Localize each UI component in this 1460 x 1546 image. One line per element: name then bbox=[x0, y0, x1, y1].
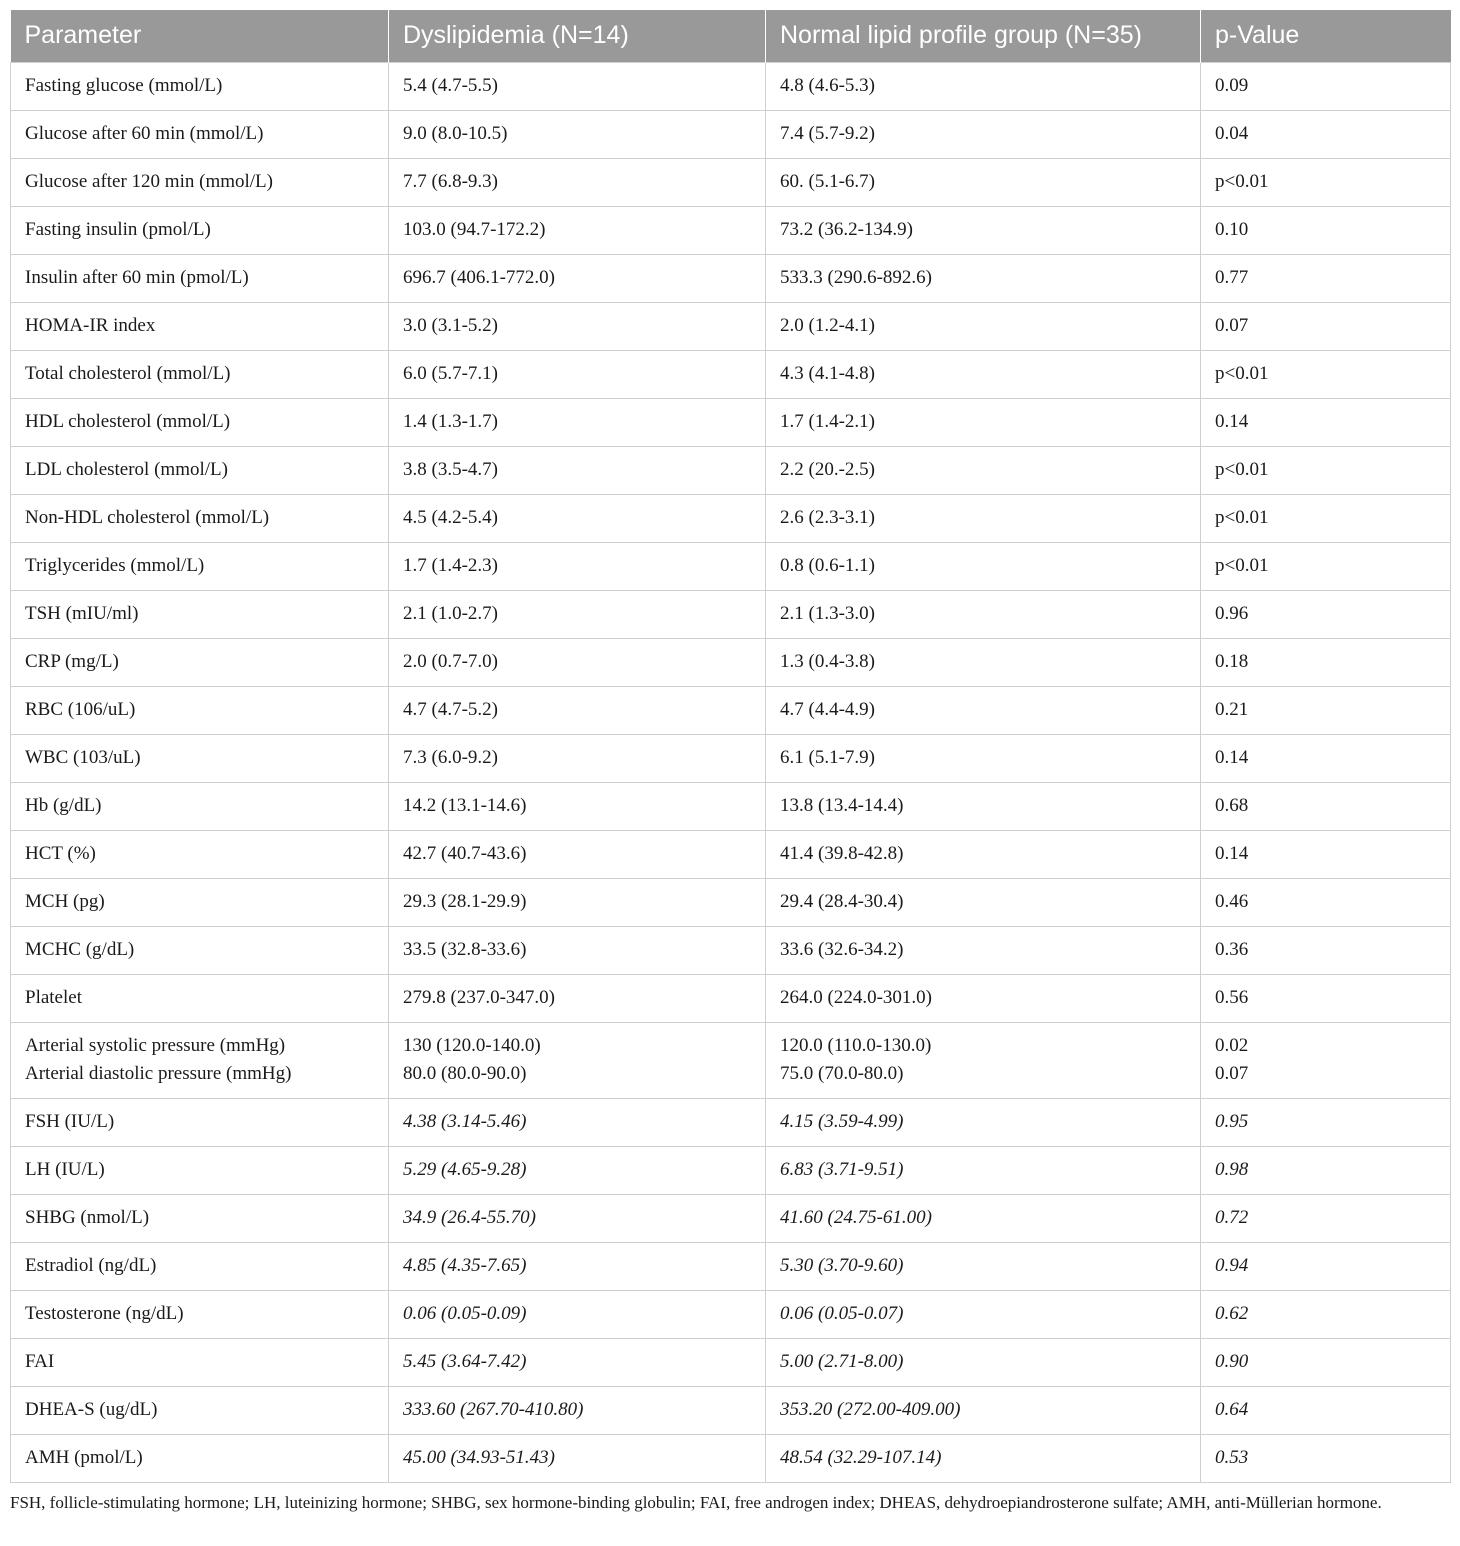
cell-p-value-text: p<0.01 bbox=[1215, 507, 1269, 528]
cell-dyslipidemia bbox=[389, 1338, 766, 1386]
cell-parameter-text-secondary: Arterial diastolic pressure (mmHg) bbox=[25, 1063, 292, 1084]
table-row bbox=[11, 1434, 1451, 1482]
cell-normal-lipid-text: 33.6 (32.6-34.2) bbox=[780, 939, 904, 960]
cell-parameter-text: MCHC (g/dL) bbox=[25, 939, 135, 960]
cell-normal-lipid-text: 533.3 (290.6-892.6) bbox=[780, 267, 932, 288]
cell-dyslipidemia-text: 696.7 (406.1-772.0) bbox=[403, 267, 555, 288]
cell-p-value bbox=[1201, 830, 1451, 878]
cell-normal-lipid-text: 2.0 (1.2-4.1) bbox=[780, 315, 875, 336]
table-row bbox=[11, 1386, 1451, 1434]
cell-normal-lipid-text: 6.1 (5.1-7.9) bbox=[780, 747, 875, 768]
cell-p-value bbox=[1201, 62, 1451, 110]
cell-normal-lipid-text: 4.8 (4.6-5.3) bbox=[780, 75, 875, 96]
cell-parameter bbox=[11, 974, 389, 1022]
cell-dyslipidemia-text: 29.3 (28.1-29.9) bbox=[403, 891, 527, 912]
cell-parameter-text: Testosterone (ng/dL) bbox=[25, 1303, 184, 1324]
cell-p-value bbox=[1201, 302, 1451, 350]
cell-dyslipidemia bbox=[389, 878, 766, 926]
cell-dyslipidemia-text: 33.5 (32.8-33.6) bbox=[403, 939, 527, 960]
cell-parameter-text: WBC (103/uL) bbox=[25, 747, 141, 768]
cell-parameter bbox=[11, 1242, 389, 1290]
table-row bbox=[11, 446, 1451, 494]
table-row bbox=[11, 1242, 1451, 1290]
cell-normal-lipid-text: 73.2 (36.2-134.9) bbox=[780, 219, 913, 240]
cell-p-value-text: 0.21 bbox=[1215, 699, 1249, 720]
cell-p-value bbox=[1201, 398, 1451, 446]
cell-p-value-text: p<0.01 bbox=[1215, 171, 1269, 192]
cell-dyslipidemia-text: 6.0 (5.7-7.1) bbox=[403, 363, 498, 384]
cell-parameter-text: Total cholesterol (mmol/L) bbox=[25, 363, 231, 384]
cell-parameter bbox=[11, 686, 389, 734]
table-row bbox=[11, 1194, 1451, 1242]
table-row bbox=[11, 926, 1451, 974]
cell-parameter-text: CRP (mg/L) bbox=[25, 651, 119, 672]
cell-parameter-text: SHBG (nmol/L) bbox=[25, 1207, 150, 1228]
cell-parameter bbox=[11, 1290, 389, 1338]
cell-dyslipidemia-text: 2.1 (1.0-2.7) bbox=[403, 603, 498, 624]
header-row bbox=[11, 10, 1451, 62]
cell-dyslipidemia-text: 2.0 (0.7-7.0) bbox=[403, 651, 498, 672]
cell-dyslipidemia-text: 14.2 (13.1-14.6) bbox=[403, 795, 527, 816]
cell-dyslipidemia bbox=[389, 1290, 766, 1338]
cell-p-value-text: 0.36 bbox=[1215, 939, 1249, 960]
cell-parameter-text: Estradiol (ng/dL) bbox=[25, 1255, 157, 1276]
cell-normal-lipid bbox=[766, 638, 1201, 686]
cell-dyslipidemia-text: 5.4 (4.7-5.5) bbox=[403, 75, 498, 96]
cell-normal-lipid-text: 4.7 (4.4-4.9) bbox=[780, 699, 875, 720]
cell-dyslipidemia bbox=[389, 302, 766, 350]
cell-parameter-text: LDL cholesterol (mmol/L) bbox=[25, 459, 228, 480]
cell-p-value bbox=[1201, 1434, 1451, 1482]
table-row bbox=[11, 110, 1451, 158]
cell-p-value-text: 0.95 bbox=[1215, 1111, 1249, 1132]
cell-normal-lipid-text: 0.8 (0.6-1.1) bbox=[780, 555, 875, 576]
cell-normal-lipid-text: 353.20 (272.00-409.00) bbox=[780, 1399, 961, 1420]
cell-p-value-text: 0.46 bbox=[1215, 891, 1249, 912]
cell-parameter-text: Fasting insulin (pmol/L) bbox=[25, 219, 211, 240]
cell-dyslipidemia-text: 42.7 (40.7-43.6) bbox=[403, 843, 527, 864]
cell-normal-lipid bbox=[766, 350, 1201, 398]
cell-normal-lipid bbox=[766, 1290, 1201, 1338]
cell-dyslipidemia-text: 4.85 (4.35-7.65) bbox=[403, 1255, 527, 1276]
cell-p-value-text: p<0.01 bbox=[1215, 459, 1269, 480]
cell-dyslipidemia-text: 333.60 (267.70-410.80) bbox=[403, 1399, 584, 1420]
cell-p-value bbox=[1201, 254, 1451, 302]
cell-parameter-text: TSH (mIU/ml) bbox=[25, 603, 139, 624]
cell-parameter bbox=[11, 734, 389, 782]
cell-parameter bbox=[11, 302, 389, 350]
cell-p-value-text: 0.14 bbox=[1215, 843, 1249, 864]
cell-normal-lipid bbox=[766, 878, 1201, 926]
cell-p-value bbox=[1201, 1146, 1451, 1194]
cell-dyslipidemia bbox=[389, 1194, 766, 1242]
cell-parameter bbox=[11, 1386, 389, 1434]
cell-p-value bbox=[1201, 1194, 1451, 1242]
cell-dyslipidemia-text: 130 (120.0-140.0) bbox=[403, 1035, 541, 1056]
cell-parameter-text: Platelet bbox=[25, 987, 82, 1008]
cell-normal-lipid-text: 48.54 (32.29-107.14) bbox=[780, 1447, 942, 1468]
table-row bbox=[11, 254, 1451, 302]
cell-parameter bbox=[11, 878, 389, 926]
lab-parameters-table bbox=[10, 10, 1451, 1483]
cell-parameter-text: Insulin after 60 min (pmol/L) bbox=[25, 267, 249, 288]
table-row bbox=[11, 1022, 1451, 1098]
cell-normal-lipid bbox=[766, 494, 1201, 542]
cell-normal-lipid-text: 41.4 (39.8-42.8) bbox=[780, 843, 904, 864]
cell-p-value-text: 0.72 bbox=[1215, 1207, 1249, 1228]
header-p-value: p-Value bbox=[1201, 10, 1451, 62]
cell-normal-lipid-text: 1.3 (0.4-3.8) bbox=[780, 651, 875, 672]
cell-parameter bbox=[11, 1434, 389, 1482]
cell-normal-lipid-text: 41.60 (24.75-61.00) bbox=[780, 1207, 932, 1228]
cell-parameter-text: HCT (%) bbox=[25, 843, 96, 864]
cell-dyslipidemia bbox=[389, 206, 766, 254]
cell-parameter-text: FAI bbox=[25, 1351, 55, 1372]
table-body bbox=[11, 62, 1451, 1482]
cell-normal-lipid-text: 29.4 (28.4-30.4) bbox=[780, 891, 904, 912]
table-row bbox=[11, 830, 1451, 878]
cell-p-value bbox=[1201, 158, 1451, 206]
table-row bbox=[11, 734, 1451, 782]
cell-p-value-text: 0.14 bbox=[1215, 747, 1249, 768]
table-row bbox=[11, 590, 1451, 638]
cell-dyslipidemia-text: 3.0 (3.1-5.2) bbox=[403, 315, 498, 336]
cell-normal-lipid bbox=[766, 1022, 1201, 1098]
cell-dyslipidemia bbox=[389, 1146, 766, 1194]
table-row bbox=[11, 206, 1451, 254]
cell-parameter bbox=[11, 1338, 389, 1386]
cell-parameter bbox=[11, 398, 389, 446]
cell-p-value bbox=[1201, 350, 1451, 398]
table-row bbox=[11, 158, 1451, 206]
cell-dyslipidemia bbox=[389, 1242, 766, 1290]
cell-parameter bbox=[11, 350, 389, 398]
header-normal-lipid: Normal lipid profile group (N=35) bbox=[766, 10, 1201, 62]
cell-p-value bbox=[1201, 878, 1451, 926]
cell-p-value-text-secondary: 0.07 bbox=[1215, 1063, 1249, 1084]
cell-p-value-text: 0.02 bbox=[1215, 1035, 1249, 1056]
cell-parameter-text: Glucose after 120 min (mmol/L) bbox=[25, 171, 273, 192]
cell-normal-lipid bbox=[766, 206, 1201, 254]
cell-parameter-text: Triglycerides (mmol/L) bbox=[25, 555, 205, 576]
cell-p-value bbox=[1201, 494, 1451, 542]
cell-p-value bbox=[1201, 638, 1451, 686]
cell-normal-lipid bbox=[766, 158, 1201, 206]
cell-normal-lipid-text: 264.0 (224.0-301.0) bbox=[780, 987, 932, 1008]
table-row bbox=[11, 638, 1451, 686]
cell-dyslipidemia-text: 5.45 (3.64-7.42) bbox=[403, 1351, 527, 1372]
cell-p-value bbox=[1201, 1290, 1451, 1338]
cell-dyslipidemia bbox=[389, 62, 766, 110]
cell-normal-lipid bbox=[766, 1098, 1201, 1146]
cell-p-value-text: 0.07 bbox=[1215, 315, 1249, 336]
cell-dyslipidemia bbox=[389, 110, 766, 158]
cell-dyslipidemia-text: 7.3 (6.0-9.2) bbox=[403, 747, 498, 768]
cell-normal-lipid-text-secondary: 75.0 (70.0-80.0) bbox=[780, 1063, 904, 1084]
cell-dyslipidemia bbox=[389, 1022, 766, 1098]
header-dyslipidemia: Dyslipidemia (N=14) bbox=[389, 10, 766, 62]
cell-normal-lipid-text: 2.6 (2.3-3.1) bbox=[780, 507, 875, 528]
table-row bbox=[11, 878, 1451, 926]
cell-p-value-text: 0.62 bbox=[1215, 1303, 1249, 1324]
cell-parameter bbox=[11, 638, 389, 686]
cell-normal-lipid-text: 7.4 (5.7-9.2) bbox=[780, 123, 875, 144]
cell-parameter bbox=[11, 590, 389, 638]
cell-p-value-text: 0.10 bbox=[1215, 219, 1249, 240]
cell-normal-lipid-text: 1.7 (1.4-2.1) bbox=[780, 411, 875, 432]
cell-p-value-text: 0.90 bbox=[1215, 1351, 1249, 1372]
table-row bbox=[11, 974, 1451, 1022]
cell-dyslipidemia-text: 0.06 (0.05-0.09) bbox=[403, 1303, 527, 1324]
cell-dyslipidemia-text: 1.7 (1.4-2.3) bbox=[403, 555, 498, 576]
cell-dyslipidemia-text: 5.29 (4.65-9.28) bbox=[403, 1159, 527, 1180]
cell-normal-lipid bbox=[766, 398, 1201, 446]
cell-normal-lipid bbox=[766, 590, 1201, 638]
cell-dyslipidemia-text: 4.5 (4.2-5.4) bbox=[403, 507, 498, 528]
cell-normal-lipid bbox=[766, 782, 1201, 830]
cell-p-value-text: 0.64 bbox=[1215, 1399, 1249, 1420]
cell-normal-lipid bbox=[766, 974, 1201, 1022]
cell-p-value bbox=[1201, 110, 1451, 158]
cell-p-value bbox=[1201, 542, 1451, 590]
cell-p-value bbox=[1201, 1022, 1451, 1098]
cell-dyslipidemia bbox=[389, 734, 766, 782]
cell-parameter bbox=[11, 782, 389, 830]
cell-p-value-text: 0.68 bbox=[1215, 795, 1249, 816]
cell-normal-lipid bbox=[766, 446, 1201, 494]
cell-dyslipidemia bbox=[389, 254, 766, 302]
table-row bbox=[11, 398, 1451, 446]
cell-parameter-text: Hb (g/dL) bbox=[25, 795, 102, 816]
cell-parameter bbox=[11, 254, 389, 302]
cell-dyslipidemia bbox=[389, 494, 766, 542]
cell-p-value-text: 0.56 bbox=[1215, 987, 1249, 1008]
cell-p-value bbox=[1201, 782, 1451, 830]
cell-dyslipidemia bbox=[389, 1434, 766, 1482]
cell-dyslipidemia bbox=[389, 158, 766, 206]
cell-p-value bbox=[1201, 686, 1451, 734]
cell-p-value-text: 0.94 bbox=[1215, 1255, 1249, 1276]
cell-p-value-text: 0.96 bbox=[1215, 603, 1249, 624]
cell-normal-lipid-text: 120.0 (110.0-130.0) bbox=[780, 1035, 932, 1056]
cell-normal-lipid-text: 4.3 (4.1-4.8) bbox=[780, 363, 875, 384]
table-row bbox=[11, 494, 1451, 542]
cell-parameter-text: Fasting glucose (mmol/L) bbox=[25, 75, 223, 96]
cell-parameter bbox=[11, 830, 389, 878]
cell-parameter bbox=[11, 446, 389, 494]
cell-dyslipidemia bbox=[389, 1098, 766, 1146]
cell-normal-lipid-text: 5.00 (2.71-8.00) bbox=[780, 1351, 904, 1372]
cell-p-value-text: p<0.01 bbox=[1215, 555, 1269, 576]
cell-parameter bbox=[11, 62, 389, 110]
cell-p-value-text: 0.04 bbox=[1215, 123, 1249, 144]
cell-parameter-text: HDL cholesterol (mmol/L) bbox=[25, 411, 231, 432]
cell-dyslipidemia bbox=[389, 686, 766, 734]
cell-normal-lipid-text: 4.15 (3.59-4.99) bbox=[780, 1111, 904, 1132]
cell-normal-lipid-text: 0.06 (0.05-0.07) bbox=[780, 1303, 904, 1324]
cell-p-value-text: 0.77 bbox=[1215, 267, 1249, 288]
cell-p-value-text: p<0.01 bbox=[1215, 363, 1269, 384]
cell-dyslipidemia bbox=[389, 446, 766, 494]
cell-p-value-text: 0.14 bbox=[1215, 411, 1249, 432]
cell-normal-lipid-text: 6.83 (3.71-9.51) bbox=[780, 1159, 904, 1180]
cell-p-value bbox=[1201, 590, 1451, 638]
cell-dyslipidemia bbox=[389, 638, 766, 686]
cell-normal-lipid-text: 5.30 (3.70-9.60) bbox=[780, 1255, 904, 1276]
cell-dyslipidemia bbox=[389, 974, 766, 1022]
cell-parameter-text: Non-HDL cholesterol (mmol/L) bbox=[25, 507, 270, 528]
cell-parameter-text: FSH (IU/L) bbox=[25, 1111, 115, 1132]
cell-dyslipidemia-text: 34.9 (26.4-55.70) bbox=[403, 1207, 536, 1228]
cell-p-value bbox=[1201, 1242, 1451, 1290]
cell-normal-lipid bbox=[766, 302, 1201, 350]
cell-parameter bbox=[11, 1194, 389, 1242]
cell-normal-lipid bbox=[766, 734, 1201, 782]
cell-p-value-text: 0.18 bbox=[1215, 651, 1249, 672]
cell-dyslipidemia bbox=[389, 782, 766, 830]
cell-dyslipidemia bbox=[389, 542, 766, 590]
cell-dyslipidemia-text: 4.7 (4.7-5.2) bbox=[403, 699, 498, 720]
cell-normal-lipid bbox=[766, 1146, 1201, 1194]
table-row bbox=[11, 782, 1451, 830]
cell-parameter bbox=[11, 206, 389, 254]
cell-parameter-text: DHEA-S (ug/dL) bbox=[25, 1399, 158, 1420]
cell-dyslipidemia-text: 3.8 (3.5-4.7) bbox=[403, 459, 498, 480]
cell-normal-lipid bbox=[766, 254, 1201, 302]
table-row bbox=[11, 1338, 1451, 1386]
cell-parameter-text: MCH (pg) bbox=[25, 891, 105, 912]
cell-dyslipidemia bbox=[389, 1386, 766, 1434]
cell-p-value bbox=[1201, 1386, 1451, 1434]
cell-normal-lipid-text: 13.8 (13.4-14.4) bbox=[780, 795, 904, 816]
table-row bbox=[11, 542, 1451, 590]
table-row bbox=[11, 686, 1451, 734]
cell-parameter bbox=[11, 1146, 389, 1194]
cell-normal-lipid-text: 2.1 (1.3-3.0) bbox=[780, 603, 875, 624]
cell-p-value-text: 0.98 bbox=[1215, 1159, 1249, 1180]
table-row bbox=[11, 62, 1451, 110]
data-table-container bbox=[10, 10, 1450, 1483]
cell-p-value bbox=[1201, 974, 1451, 1022]
cell-dyslipidemia bbox=[389, 398, 766, 446]
cell-dyslipidemia bbox=[389, 830, 766, 878]
cell-dyslipidemia-text: 1.4 (1.3-1.7) bbox=[403, 411, 498, 432]
cell-dyslipidemia bbox=[389, 590, 766, 638]
cell-p-value bbox=[1201, 446, 1451, 494]
cell-p-value bbox=[1201, 206, 1451, 254]
table-row bbox=[11, 350, 1451, 398]
table-header bbox=[11, 10, 1451, 62]
cell-parameter bbox=[11, 1098, 389, 1146]
cell-dyslipidemia-text: 9.0 (8.0-10.5) bbox=[403, 123, 508, 144]
cell-p-value bbox=[1201, 1338, 1451, 1386]
cell-dyslipidemia-text: 279.8 (237.0-347.0) bbox=[403, 987, 555, 1008]
cell-normal-lipid bbox=[766, 1194, 1201, 1242]
cell-p-value bbox=[1201, 926, 1451, 974]
cell-parameter bbox=[11, 158, 389, 206]
table-row bbox=[11, 1146, 1451, 1194]
table-row bbox=[11, 302, 1451, 350]
cell-normal-lipid-text: 2.2 (20.-2.5) bbox=[780, 459, 875, 480]
cell-dyslipidemia-text: 103.0 (94.7-172.2) bbox=[403, 219, 546, 240]
cell-dyslipidemia bbox=[389, 926, 766, 974]
cell-dyslipidemia-text: 45.00 (34.93-51.43) bbox=[403, 1447, 555, 1468]
table-footnote: FSH, follicle-stimulating hormone; LH, luteinizing hormone; SHBG, sex hormone-binding globulin; FAI, free androgen index; DHEAS, dehydroepiandrosterone sulfate; AMH, anti-Müllerian hormone. bbox=[10, 1493, 1382, 1512]
cell-dyslipidemia-text: 4.38 (3.14-5.46) bbox=[403, 1111, 527, 1132]
cell-normal-lipid bbox=[766, 1338, 1201, 1386]
cell-normal-lipid bbox=[766, 62, 1201, 110]
header-parameter: Parameter bbox=[11, 10, 389, 62]
cell-parameter bbox=[11, 494, 389, 542]
cell-parameter-text: LH (IU/L) bbox=[25, 1159, 105, 1180]
cell-normal-lipid bbox=[766, 1242, 1201, 1290]
cell-normal-lipid bbox=[766, 1434, 1201, 1482]
cell-normal-lipid-text: 60. (5.1-6.7) bbox=[780, 171, 875, 192]
cell-dyslipidemia bbox=[389, 350, 766, 398]
cell-normal-lipid bbox=[766, 1386, 1201, 1434]
cell-parameter bbox=[11, 926, 389, 974]
cell-parameter-text: Arterial systolic pressure (mmHg) bbox=[25, 1035, 286, 1056]
cell-p-value bbox=[1201, 734, 1451, 782]
table-row bbox=[11, 1098, 1451, 1146]
cell-p-value bbox=[1201, 1098, 1451, 1146]
cell-parameter bbox=[11, 1022, 389, 1098]
cell-parameter bbox=[11, 542, 389, 590]
cell-dyslipidemia-text-secondary: 80.0 (80.0-90.0) bbox=[403, 1063, 527, 1084]
cell-parameter-text: AMH (pmol/L) bbox=[25, 1447, 143, 1468]
cell-parameter-text: Glucose after 60 min (mmol/L) bbox=[25, 123, 264, 144]
cell-parameter bbox=[11, 110, 389, 158]
cell-normal-lipid bbox=[766, 686, 1201, 734]
cell-parameter-text: HOMA-IR index bbox=[25, 315, 156, 336]
cell-normal-lipid bbox=[766, 830, 1201, 878]
table-row bbox=[11, 1290, 1451, 1338]
cell-p-value-text: 0.09 bbox=[1215, 75, 1249, 96]
cell-p-value-text: 0.53 bbox=[1215, 1447, 1249, 1468]
cell-normal-lipid bbox=[766, 926, 1201, 974]
cell-dyslipidemia-text: 7.7 (6.8-9.3) bbox=[403, 171, 498, 192]
cell-parameter-text: RBC (106/uL) bbox=[25, 699, 136, 720]
cell-normal-lipid bbox=[766, 542, 1201, 590]
cell-normal-lipid bbox=[766, 110, 1201, 158]
